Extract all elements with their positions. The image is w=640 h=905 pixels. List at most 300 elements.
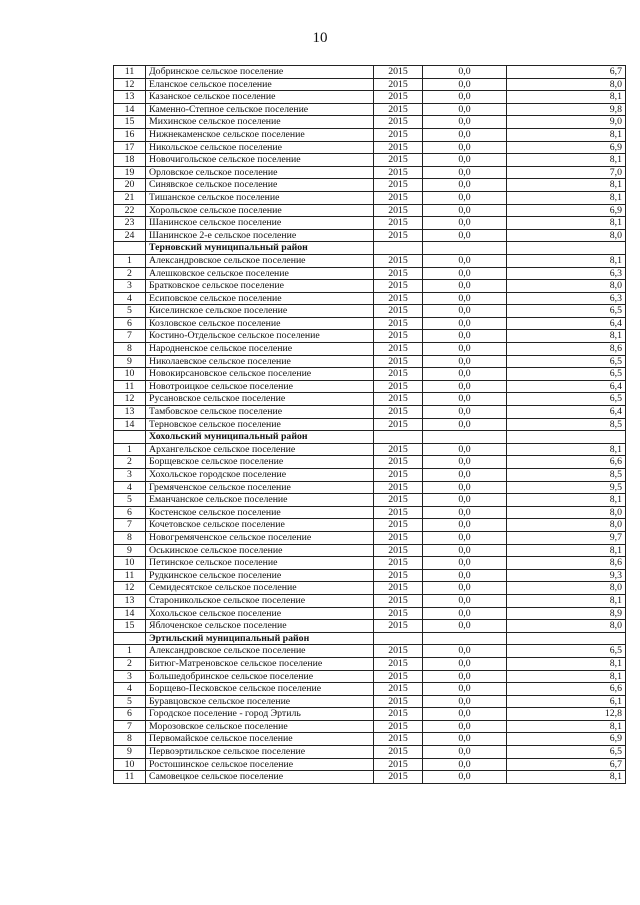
table-row [114, 746, 626, 759]
value-1-cell: 0,0 [423, 267, 507, 280]
year-cell: 2015 [374, 280, 423, 293]
table-row [114, 154, 626, 167]
value-1-cell: 0,0 [423, 544, 507, 557]
value-2-cell: 6,6 [507, 456, 626, 469]
row-number-cell: 13 [114, 91, 146, 104]
value-2-cell: 8,5 [507, 418, 626, 431]
year-cell: 2015 [374, 380, 423, 393]
value-2-cell: 8,6 [507, 343, 626, 356]
value-2-cell: 6,9 [507, 204, 626, 217]
row-number-cell: 13 [114, 406, 146, 419]
table-row [114, 267, 626, 280]
value-2-cell: 8,0 [507, 280, 626, 293]
row-number-cell: 14 [114, 607, 146, 620]
row-number-cell: 16 [114, 128, 146, 141]
value-1-cell: 0,0 [423, 204, 507, 217]
year-cell: 2015 [374, 330, 423, 343]
settlement-name-cell: Александровское сельское поселение [146, 254, 374, 267]
value-2-cell: 8,1 [507, 544, 626, 557]
row-number-cell: 12 [114, 393, 146, 406]
row-number-cell: 6 [114, 708, 146, 721]
row-number-cell: 7 [114, 330, 146, 343]
year-cell: 2015 [374, 305, 423, 318]
year-cell: 2015 [374, 494, 423, 507]
value-cell [507, 632, 626, 645]
value-1-cell: 0,0 [423, 708, 507, 721]
settlement-name-cell: Александровское сельское поселение [146, 645, 374, 658]
year-cell: 2015 [374, 771, 423, 784]
row-number-cell: 15 [114, 116, 146, 129]
settlement-name-cell: Кочетовское сельское поселение [146, 519, 374, 532]
settlement-name-cell: Первоэртильское сельское поселение [146, 746, 374, 759]
year-cell: 2015 [374, 657, 423, 670]
row-number-cell: 4 [114, 292, 146, 305]
value-2-cell: 6,9 [507, 733, 626, 746]
settlement-name-cell: Новочигольское сельское поселение [146, 154, 374, 167]
table-row [114, 456, 626, 469]
row-number-cell: 15 [114, 620, 146, 633]
value-1-cell: 0,0 [423, 91, 507, 104]
value-1-cell: 0,0 [423, 771, 507, 784]
settlement-name-cell: Борщево-Песковское сельское поселение [146, 683, 374, 696]
year-cell: 2015 [374, 443, 423, 456]
value-1-cell: 0,0 [423, 116, 507, 129]
row-number-cell: 22 [114, 204, 146, 217]
year-cell: 2015 [374, 343, 423, 356]
value-1-cell: 0,0 [423, 330, 507, 343]
value-1-cell: 0,0 [423, 758, 507, 771]
settlement-name-cell: Добринское сельское поселение [146, 66, 374, 79]
year-cell: 2015 [374, 393, 423, 406]
row-number-cell: 8 [114, 531, 146, 544]
row-number-cell: 10 [114, 758, 146, 771]
settlement-name-cell: Новогремяченское сельское поселение [146, 531, 374, 544]
year-cell: 2015 [374, 66, 423, 79]
settlement-name-cell: Есиповское сельское поселение [146, 292, 374, 305]
table-row [114, 557, 626, 570]
settlement-name-cell: Орловское сельское поселение [146, 166, 374, 179]
row-number-cell: 6 [114, 317, 146, 330]
value-2-cell: 8,9 [507, 607, 626, 620]
settlement-name-cell: Еманчанское сельское поселение [146, 494, 374, 507]
value-2-cell: 8,1 [507, 191, 626, 204]
settlement-name-cell: Костенское сельское поселение [146, 506, 374, 519]
year-cell: 2015 [374, 708, 423, 721]
settlement-name-cell: Еланское сельское поселение [146, 78, 374, 91]
settlement-name-cell: Шанинское сельское поселение [146, 217, 374, 230]
value-1-cell: 0,0 [423, 443, 507, 456]
section-title: Терновский муниципальный район [146, 242, 374, 255]
table-row [114, 670, 626, 683]
year-cell: 2015 [374, 128, 423, 141]
page-number: 10 [312, 30, 328, 46]
row-number-cell: 8 [114, 733, 146, 746]
value-1-cell: 0,0 [423, 620, 507, 633]
year-cell: 2015 [374, 418, 423, 431]
table-row [114, 771, 626, 784]
value-2-cell: 8,0 [507, 229, 626, 242]
year-cell: 2015 [374, 594, 423, 607]
table-row [114, 368, 626, 381]
table-row [114, 355, 626, 368]
year-cell: 2015 [374, 292, 423, 305]
settlement-name-cell: Первомайское сельское поселение [146, 733, 374, 746]
value-2-cell: 6,6 [507, 683, 626, 696]
table-row [114, 66, 626, 79]
value-1-cell: 0,0 [423, 506, 507, 519]
row-number-cell: 7 [114, 519, 146, 532]
settlement-name-cell: Алешковское сельское поселение [146, 267, 374, 280]
year-cell: 2015 [374, 720, 423, 733]
year-cell: 2015 [374, 406, 423, 419]
row-number-cell: 2 [114, 657, 146, 670]
data-table [113, 65, 626, 784]
value-1-cell: 0,0 [423, 746, 507, 759]
value-1-cell: 0,0 [423, 531, 507, 544]
year-cell: 2015 [374, 531, 423, 544]
value-2-cell: 6,5 [507, 305, 626, 318]
year-cell: 2015 [374, 695, 423, 708]
settlement-name-cell: Яблоченское сельское поселение [146, 620, 374, 633]
table-row [114, 645, 626, 658]
value-2-cell: 6,9 [507, 141, 626, 154]
value-1-cell: 0,0 [423, 469, 507, 482]
year-cell: 2015 [374, 519, 423, 532]
value-1-cell: 0,0 [423, 154, 507, 167]
year-cell: 2015 [374, 116, 423, 129]
value-cell [423, 242, 507, 255]
value-1-cell: 0,0 [423, 292, 507, 305]
settlement-name-cell: Буравцовское сельское поселение [146, 695, 374, 708]
value-2-cell: 6,7 [507, 758, 626, 771]
row-number-cell: 11 [114, 66, 146, 79]
value-cell [507, 242, 626, 255]
row-number-cell: 3 [114, 280, 146, 293]
table-row [114, 179, 626, 192]
year-cell: 2015 [374, 229, 423, 242]
year-cell: 2015 [374, 217, 423, 230]
section-row [114, 242, 626, 255]
table-row [114, 229, 626, 242]
row-number-cell: 8 [114, 343, 146, 356]
table-row [114, 620, 626, 633]
year-cell: 2015 [374, 506, 423, 519]
table-row [114, 582, 626, 595]
year-cell: 2015 [374, 481, 423, 494]
section-title: Хохольский муниципальный район [146, 431, 374, 444]
settlement-name-cell: Морозовское сельское поселение [146, 720, 374, 733]
value-1-cell: 0,0 [423, 557, 507, 570]
row-number-cell: 9 [114, 355, 146, 368]
value-2-cell: 9,7 [507, 531, 626, 544]
value-2-cell: 6,7 [507, 66, 626, 79]
table-row [114, 330, 626, 343]
settlement-name-cell: Новотроицкое сельское поселение [146, 380, 374, 393]
value-1-cell: 0,0 [423, 418, 507, 431]
row-number-cell: 5 [114, 695, 146, 708]
row-number-cell: 6 [114, 506, 146, 519]
year-cell: 2015 [374, 254, 423, 267]
value-1-cell: 0,0 [423, 607, 507, 620]
table-row [114, 393, 626, 406]
table-row [114, 720, 626, 733]
value-1-cell: 0,0 [423, 683, 507, 696]
value-2-cell: 8,0 [507, 506, 626, 519]
row-number-cell: 9 [114, 746, 146, 759]
settlement-name-cell: Синявское сельское поселение [146, 179, 374, 192]
year-cell: 2015 [374, 733, 423, 746]
value-1-cell: 0,0 [423, 657, 507, 670]
value-2-cell: 9,3 [507, 569, 626, 582]
table-row [114, 607, 626, 620]
value-2-cell: 8,1 [507, 594, 626, 607]
value-1-cell: 0,0 [423, 569, 507, 582]
value-2-cell: 8,0 [507, 620, 626, 633]
settlement-name-cell: Народненское сельское поселение [146, 343, 374, 356]
value-2-cell: 8,1 [507, 154, 626, 167]
table-row [114, 544, 626, 557]
year-cell: 2015 [374, 670, 423, 683]
value-2-cell: 6,1 [507, 695, 626, 708]
value-1-cell: 0,0 [423, 494, 507, 507]
value-1-cell: 0,0 [423, 305, 507, 318]
row-number-cell: 1 [114, 254, 146, 267]
value-2-cell: 8,1 [507, 128, 626, 141]
value-2-cell: 8,1 [507, 657, 626, 670]
row-number-cell: 4 [114, 481, 146, 494]
table-row [114, 683, 626, 696]
year-cell: 2015 [374, 204, 423, 217]
settlement-name-cell: Братковское сельское поселение [146, 280, 374, 293]
row-number-cell: 13 [114, 594, 146, 607]
settlement-name-cell: Рудкинское сельское поселение [146, 569, 374, 582]
table-row [114, 78, 626, 91]
year-cell: 2015 [374, 544, 423, 557]
section-row [114, 632, 626, 645]
table-row [114, 103, 626, 116]
value-1-cell: 0,0 [423, 481, 507, 494]
value-2-cell: 8,1 [507, 720, 626, 733]
table-row [114, 494, 626, 507]
table-row [114, 380, 626, 393]
table-row [114, 695, 626, 708]
row-number-cell: 20 [114, 179, 146, 192]
year-cell: 2015 [374, 141, 423, 154]
table-row [114, 305, 626, 318]
row-number-cell: 11 [114, 569, 146, 582]
value-2-cell: 8,1 [507, 670, 626, 683]
row-number-cell [114, 431, 146, 444]
table-row [114, 191, 626, 204]
value-2-cell: 9,8 [507, 103, 626, 116]
row-number-cell: 17 [114, 141, 146, 154]
year-cell [374, 431, 423, 444]
settlement-name-cell: Михинское сельское поселение [146, 116, 374, 129]
settlement-name-cell: Городское поселение - город Эртиль [146, 708, 374, 721]
year-cell: 2015 [374, 607, 423, 620]
value-cell [423, 431, 507, 444]
settlement-name-cell: Гремяченское сельское поселение [146, 481, 374, 494]
year-cell: 2015 [374, 746, 423, 759]
year-cell: 2015 [374, 469, 423, 482]
value-2-cell: 8,0 [507, 78, 626, 91]
year-cell: 2015 [374, 758, 423, 771]
value-2-cell: 6,3 [507, 267, 626, 280]
table-row [114, 406, 626, 419]
value-2-cell: 6,4 [507, 380, 626, 393]
table-row [114, 91, 626, 104]
value-2-cell: 6,5 [507, 355, 626, 368]
year-cell: 2015 [374, 78, 423, 91]
value-2-cell: 9,5 [507, 481, 626, 494]
value-2-cell: 8,1 [507, 494, 626, 507]
value-cell [507, 431, 626, 444]
table-row [114, 166, 626, 179]
value-2-cell: 8,0 [507, 582, 626, 595]
table-row [114, 116, 626, 129]
table-body [114, 66, 626, 784]
row-number-cell: 14 [114, 103, 146, 116]
year-cell: 2015 [374, 267, 423, 280]
row-number-cell: 2 [114, 456, 146, 469]
settlement-name-cell: Козловское сельское поселение [146, 317, 374, 330]
year-cell: 2015 [374, 154, 423, 167]
year-cell: 2015 [374, 620, 423, 633]
row-number-cell: 21 [114, 191, 146, 204]
table-row [114, 317, 626, 330]
settlement-name-cell: Казанское сельское поселение [146, 91, 374, 104]
value-1-cell: 0,0 [423, 582, 507, 595]
table-row [114, 733, 626, 746]
settlement-name-cell: Ростошинское сельское поселение [146, 758, 374, 771]
settlement-name-cell: Русановское сельское поселение [146, 393, 374, 406]
settlement-name-cell: Никольское сельское поселение [146, 141, 374, 154]
table-row [114, 443, 626, 456]
value-2-cell: 6,5 [507, 368, 626, 381]
row-number-cell: 10 [114, 368, 146, 381]
table-row [114, 418, 626, 431]
year-cell: 2015 [374, 582, 423, 595]
row-number-cell: 3 [114, 469, 146, 482]
value-1-cell: 0,0 [423, 695, 507, 708]
settlement-name-cell: Костино-Отдельское сельское поселение [146, 330, 374, 343]
table-row [114, 758, 626, 771]
table-row [114, 657, 626, 670]
row-number-cell: 12 [114, 78, 146, 91]
value-1-cell: 0,0 [423, 166, 507, 179]
year-cell: 2015 [374, 179, 423, 192]
row-number-cell: 2 [114, 267, 146, 280]
row-number-cell: 5 [114, 494, 146, 507]
value-1-cell: 0,0 [423, 317, 507, 330]
year-cell: 2015 [374, 191, 423, 204]
year-cell: 2015 [374, 166, 423, 179]
row-number-cell: 3 [114, 670, 146, 683]
value-1-cell: 0,0 [423, 670, 507, 683]
settlement-name-cell: Хохольское городское поселение [146, 469, 374, 482]
value-2-cell: 9,0 [507, 116, 626, 129]
value-1-cell: 0,0 [423, 393, 507, 406]
section-row [114, 431, 626, 444]
value-1-cell: 0,0 [423, 406, 507, 419]
settlement-name-cell: Оськинское сельское поселение [146, 544, 374, 557]
value-1-cell: 0,0 [423, 128, 507, 141]
value-2-cell: 6,4 [507, 317, 626, 330]
value-2-cell: 8,1 [507, 91, 626, 104]
table-row [114, 519, 626, 532]
table-row [114, 481, 626, 494]
table-row [114, 506, 626, 519]
value-2-cell: 8,1 [507, 217, 626, 230]
year-cell: 2015 [374, 91, 423, 104]
value-1-cell: 0,0 [423, 280, 507, 293]
value-1-cell: 0,0 [423, 66, 507, 79]
value-1-cell: 0,0 [423, 343, 507, 356]
value-2-cell: 6,5 [507, 645, 626, 658]
value-1-cell: 0,0 [423, 355, 507, 368]
table-row [114, 594, 626, 607]
value-1-cell: 0,0 [423, 456, 507, 469]
row-number-cell: 11 [114, 771, 146, 784]
value-1-cell: 0,0 [423, 368, 507, 381]
settlement-name-cell: Староникольское сельское поселение [146, 594, 374, 607]
year-cell: 2015 [374, 103, 423, 116]
settlement-name-cell: Хорольское сельское поселение [146, 204, 374, 217]
value-2-cell: 8,1 [507, 443, 626, 456]
row-number-cell: 18 [114, 154, 146, 167]
value-1-cell: 0,0 [423, 254, 507, 267]
year-cell: 2015 [374, 645, 423, 658]
row-number-cell: 23 [114, 217, 146, 230]
value-2-cell: 6,5 [507, 746, 626, 759]
value-2-cell: 8,6 [507, 557, 626, 570]
table-row [114, 469, 626, 482]
value-2-cell: 6,5 [507, 393, 626, 406]
settlement-name-cell: Семидесятское сельское поселение [146, 582, 374, 595]
settlement-name-cell: Большедобринское сельское поселение [146, 670, 374, 683]
settlement-name-cell: Шанинское 2-е сельское поселение [146, 229, 374, 242]
table-row [114, 254, 626, 267]
value-1-cell: 0,0 [423, 380, 507, 393]
year-cell: 2015 [374, 368, 423, 381]
settlement-name-cell: Архангельское сельское поселение [146, 443, 374, 456]
row-number-cell: 12 [114, 582, 146, 595]
settlement-name-cell: Нижнекаменское сельское поселение [146, 128, 374, 141]
row-number-cell: 9 [114, 544, 146, 557]
value-2-cell: 8,1 [507, 179, 626, 192]
table-row [114, 204, 626, 217]
value-1-cell: 0,0 [423, 217, 507, 230]
settlement-name-cell: Новокирсановское сельское поселение [146, 368, 374, 381]
section-title: Эртильский муниципальный район [146, 632, 374, 645]
value-2-cell: 6,3 [507, 292, 626, 305]
year-cell: 2015 [374, 683, 423, 696]
year-cell: 2015 [374, 569, 423, 582]
value-1-cell: 0,0 [423, 141, 507, 154]
value-1-cell: 0,0 [423, 78, 507, 91]
value-2-cell: 8,1 [507, 254, 626, 267]
value-2-cell: 7,0 [507, 166, 626, 179]
row-number-cell: 11 [114, 380, 146, 393]
settlement-name-cell: Самовецкое сельское поселение [146, 771, 374, 784]
value-1-cell: 0,0 [423, 594, 507, 607]
year-cell: 2015 [374, 557, 423, 570]
year-cell: 2015 [374, 317, 423, 330]
table-row [114, 141, 626, 154]
table-row [114, 280, 626, 293]
settlement-name-cell: Терновское сельское поселение [146, 418, 374, 431]
row-number-cell [114, 632, 146, 645]
